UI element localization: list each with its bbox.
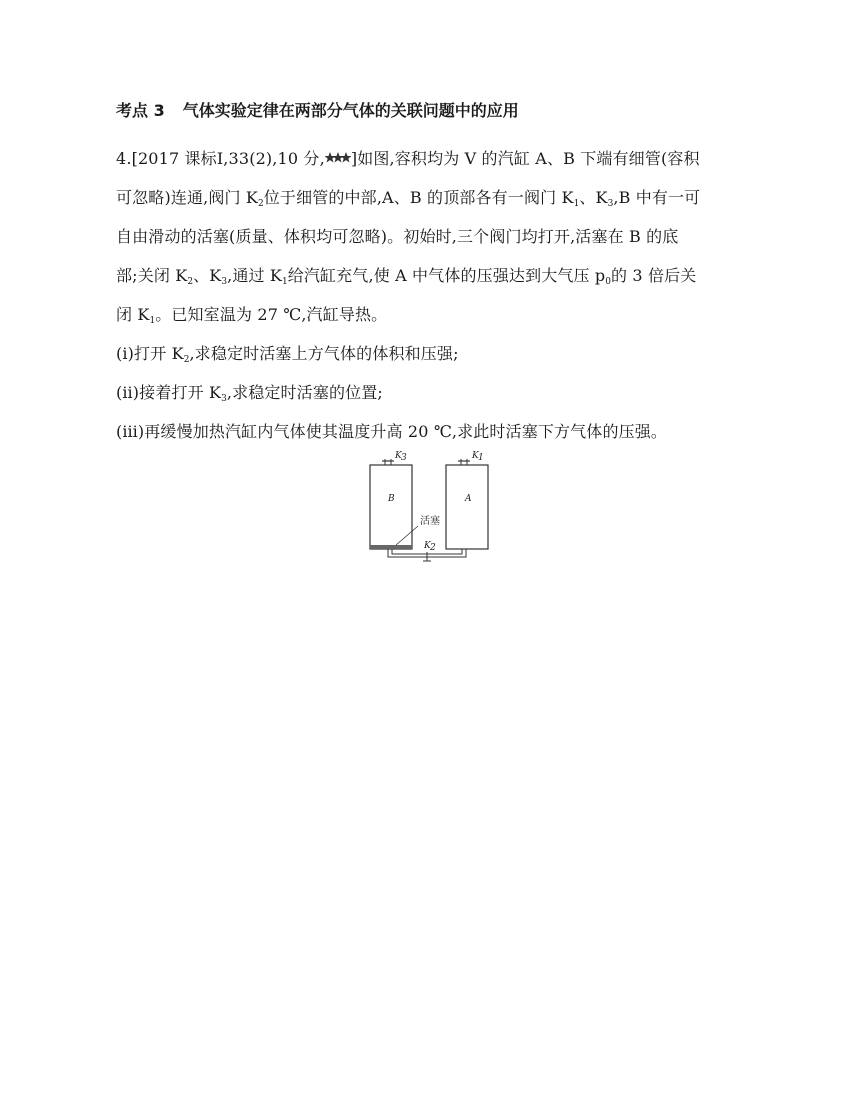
subscript: 0	[605, 277, 612, 287]
question-2	[116, 373, 746, 412]
problem-line-3	[116, 217, 746, 256]
problem-text-4b: 、K	[193, 266, 222, 285]
star-icon	[325, 150, 351, 166]
label-k1: K	[472, 451, 479, 461]
problem-text-2a: 可忽略)连通,阀门 K	[116, 188, 259, 207]
label-k2-sub: 2	[430, 543, 436, 553]
problem-source-close: ]	[350, 149, 358, 168]
problem-text-2c: 、K	[579, 188, 608, 207]
question-1-text-a: (ⅰ)打开 K	[116, 344, 184, 363]
problem-4	[116, 139, 746, 451]
piston-pointer	[396, 526, 418, 545]
section-title: 气体实验定律在两部分气体的关联问题中的应用	[182, 101, 519, 120]
piston	[370, 545, 412, 549]
problem-text-4a: 部;关闭 K	[116, 266, 188, 285]
section-label: 考点 3	[116, 101, 165, 120]
label-k3: K	[395, 451, 402, 461]
subscript: 3	[607, 199, 614, 209]
cylinder-a	[446, 465, 488, 549]
cylinder-diagram	[358, 448, 508, 568]
question-3	[116, 412, 746, 451]
problem-text-5b: 。已知室温为 27 ℃,汽缸导热。	[155, 305, 388, 324]
subscript: 1	[149, 316, 156, 326]
label-a: A	[465, 494, 472, 504]
problem-line-4	[116, 256, 746, 295]
question-2-text-b: ,求稳定时活塞的位置;	[226, 383, 383, 402]
subscript: 1	[281, 277, 288, 287]
problem-text-4c: ,通过 K	[227, 266, 282, 285]
question-1-text-b: ,求稳定时活塞上方气体的体积和压强;	[189, 344, 459, 363]
section-heading	[116, 100, 519, 122]
subscript: 2	[258, 199, 264, 209]
label-piston: 活塞	[420, 516, 440, 527]
problem-text-4e: 的 3 倍后关	[611, 266, 697, 285]
problem-line-1	[116, 139, 746, 178]
problem-text-4d: 给汽缸充气,使 A 中气体的压强达到大气压 p	[287, 266, 606, 285]
label-k2: K	[424, 541, 431, 551]
problem-text-3: 自由滑动的活塞(质量、体积均可忽略)。初始时,三个阀门均打开,活塞在 B 的底	[116, 227, 679, 246]
problem-source: [2017 课标Ⅰ,33(2),10 分,	[131, 149, 325, 168]
label-k3-sub: 3	[401, 453, 407, 463]
cylinder-diagram-svg	[358, 448, 508, 568]
problem-line-5	[116, 295, 746, 334]
problem-number: 4.	[116, 149, 132, 168]
problem-text-1: 如图,容积均为 V 的汽缸 A、B 下端有细管(容积	[357, 149, 700, 168]
problem-line-2	[116, 178, 746, 217]
subscript: 2	[187, 277, 194, 287]
subscript: 2	[183, 355, 190, 365]
label-k1-sub: 1	[478, 453, 484, 463]
subscript: 1	[573, 199, 580, 209]
question-1	[116, 334, 746, 373]
problem-text-5a: 闭 K	[116, 305, 150, 324]
problem-text-2b: 位于细管的中部,A、B 的顶部各有一阀门 K	[263, 188, 574, 207]
question-3-text: (ⅲ)再缓慢加热汽缸内气体使其温度升高 20 ℃,求此时活塞下方气体的压强。	[116, 422, 668, 441]
question-2-text-a: (ⅱ)接着打开 K	[116, 383, 222, 402]
label-b: B	[388, 494, 395, 504]
subscript: 3	[221, 394, 227, 404]
subscript: 3	[221, 277, 228, 287]
problem-text-2d: ,B 中有一可	[613, 188, 701, 207]
